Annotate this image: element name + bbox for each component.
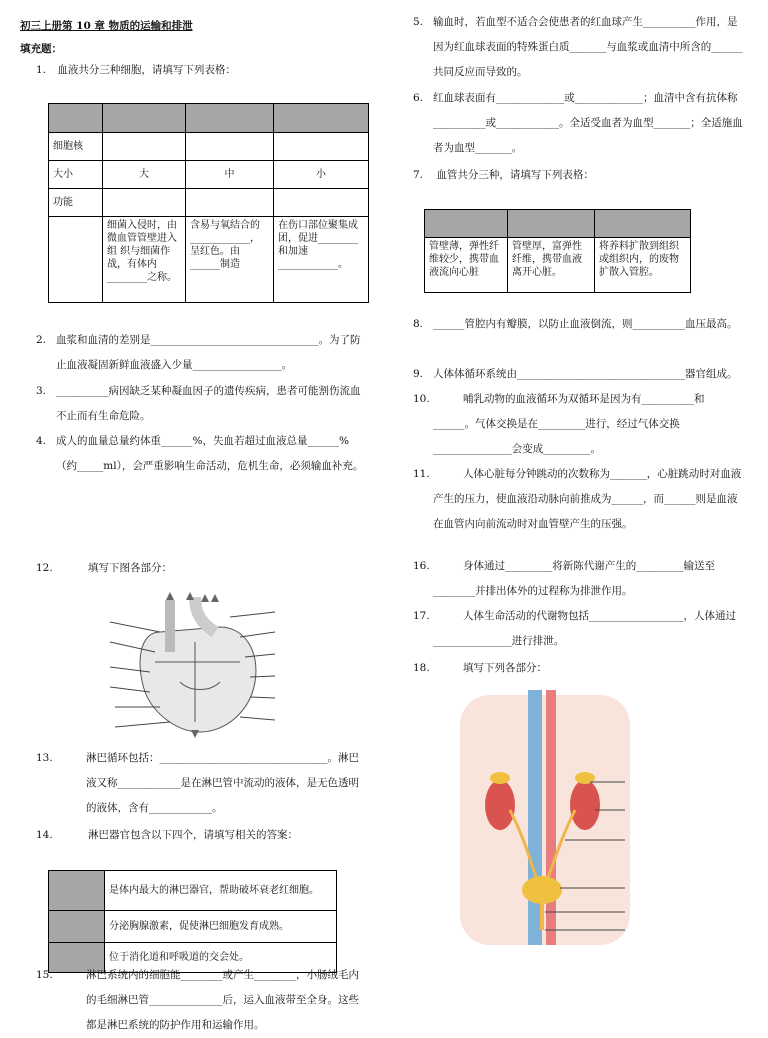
question-number: 8. [413, 318, 424, 330]
blood-vessel-table [424, 209, 691, 293]
description-cell: 分泌胸腺激素，促使淋巴细胞发育成熟。 [105, 911, 337, 943]
question-text: 哺乳动物的血液循环为双循环是因为有__________和______。气体交换是在_________进行，经过气体交换_______________会变成_________。 [433, 393, 705, 455]
question-number: 7. [413, 169, 424, 181]
row-label: 功能 [49, 189, 103, 217]
table-cell [186, 133, 274, 161]
blood-cell-table [48, 103, 369, 303]
question-text: 人体心脏每分钟跳动的次数称为_______，心脏跳动时对血液产生的压力，使血液沿动脉向前推成为______，而______则是血液在血管内向前流动时对血管壁产生的压强。 [433, 468, 742, 530]
question-number: 9. [413, 368, 424, 380]
question-text: 淋巴系统内的细胞能________或产生________，小肠绒毛内的毛细淋巴管______________后，运入血液带至全身。这些都是淋巴系统的防护作用和运输作用。 [86, 969, 359, 1031]
question-9 [413, 362, 743, 387]
question-text: 人体体循环系统由________________________________器官组成。 [433, 368, 738, 380]
question-14 [36, 827, 298, 842]
question-text: 红血球表面有_____________或_____________；血清中含有抗体称__________或____________。全适受血者为血型_______；全适施血者为血型_______。 [433, 92, 743, 154]
question-number: 18. [413, 662, 430, 674]
question-17 [413, 604, 743, 654]
description-cell: 是体内最大的淋巴器官，帮助破坏衰老红细胞。 [105, 871, 337, 911]
question-number: 1. [36, 64, 47, 76]
size-cell: 小 [274, 161, 369, 189]
question-number: 16. [413, 560, 430, 572]
question-text: 输血时，若血型不适合会使患者的红血球产生__________作用，是因为红血球表面的特殊蛋白质_______与血浆或血清中所含的______共同反应而导致的。 [433, 16, 743, 78]
page-title: 初三上册第 10 章 物质的运输和排泄 [20, 20, 193, 32]
section-heading: 填充题： [20, 43, 62, 55]
size-cell: 大 [103, 161, 186, 189]
size-cell: 中 [186, 161, 274, 189]
question-text: __________病因缺乏某种凝血因子的遗传疾病，患者可能割伤流血不止而有生命危险。 [56, 385, 361, 422]
question-text: 人体生命活动的代谢物包括__________________，人体通过_______________进行排泄。 [433, 610, 736, 647]
description-cell: 位于消化道和呼吸道的交会处。 [105, 943, 337, 973]
question-number: 13. [36, 752, 53, 764]
question-6 [413, 86, 743, 161]
table-header-cell [49, 104, 103, 133]
question-8 [413, 312, 743, 337]
question-text: 血液共分三种细胞，请填写下列表格： [57, 64, 236, 76]
question-text: 血管共分三种，请填写下列表格： [436, 169, 594, 181]
table-header-cell [595, 210, 691, 238]
function-cell: 细菌入侵时，由微血管管壁进入组 织与细菌作战，有体内________之称。 [103, 217, 186, 303]
function-cell: 在伤口部位聚集成团，促进________和加速____________。 [274, 217, 369, 303]
question-number: 11. [413, 468, 430, 480]
question-text: 填写下列各部分： [463, 662, 548, 674]
question-number: 10. [413, 393, 430, 405]
function-cell: 含易与氧结合的____________，呈红色。由______制造 [186, 217, 274, 303]
question-text: 身体通过_________将新陈代谢产生的_________输送至________并排出体外的过程称为排泄作用。 [433, 560, 715, 597]
question-12 [36, 560, 172, 575]
row-label: 大小 [49, 161, 103, 189]
question-10 [413, 387, 743, 462]
question-4 [36, 429, 366, 479]
vessel-cell: 将养料扩散到组织或组织内，的废物扩散入管腔。 [595, 238, 691, 293]
answer-cell [49, 911, 105, 943]
table-cell [186, 189, 274, 217]
question-number: 5. [413, 16, 424, 28]
question-text: 淋巴器官包含以下四个，请填写相关的答案： [88, 829, 299, 841]
urinary-system-diagram [455, 690, 635, 950]
table-header-cell [274, 104, 369, 133]
question-2 [36, 328, 366, 378]
answer-cell [49, 871, 105, 911]
question-5 [413, 10, 743, 85]
question-text: 血浆和血清的差别是________________________________。为了防止血液凝固新鲜血液盛入少量_________________。 [56, 334, 361, 371]
question-text: 填写下图各部分： [88, 562, 173, 574]
question-18 [413, 660, 547, 675]
table-header-cell [103, 104, 186, 133]
question-number: 2. [36, 334, 47, 346]
question-number: 15. [36, 969, 53, 981]
question-number: 17. [413, 610, 430, 622]
vessel-cell: 管壁薄，弹性纤维较少，携带血液流向心脏 [425, 238, 508, 293]
question-11 [413, 462, 743, 537]
table-cell [49, 217, 103, 303]
table-cell [103, 189, 186, 217]
question-3 [36, 379, 366, 429]
question-7 [413, 167, 594, 182]
question-13 [36, 746, 366, 821]
question-number: 12. [36, 562, 53, 574]
question-text: ______管腔内有瓣膜，以防止血液倒流，则__________血压最高。 [433, 318, 738, 330]
question-text: 淋巴循环包括：________________________________。淋巴液又称____________是在淋巴管中流动的液体，是无色透明的液体，含有____________。 [86, 752, 359, 814]
question-15 [36, 963, 366, 1038]
question-number: 14. [36, 829, 53, 841]
table-cell [103, 133, 186, 161]
vessel-cell: 管壁厚，富弹性纤维，携带血液离开心脏。 [508, 238, 595, 293]
heart-diagram [100, 592, 280, 738]
question-number: 6. [413, 92, 424, 104]
question-number: 3. [36, 385, 47, 397]
lymph-organ-table [48, 870, 337, 973]
table-header-cell [186, 104, 274, 133]
question-16 [413, 554, 743, 604]
question-1 [36, 62, 236, 77]
table-header-cell [425, 210, 508, 238]
table-header-cell [508, 210, 595, 238]
question-text: 成人的血量总量约体重______%，失血若超过血液总量______%（约_____ml），会严重影响生命活动，危机生命，必须输血补充。 [56, 435, 364, 472]
question-number: 4. [36, 435, 47, 447]
table-cell [274, 189, 369, 217]
table-cell [274, 133, 369, 161]
row-label: 细胞核 [49, 133, 103, 161]
